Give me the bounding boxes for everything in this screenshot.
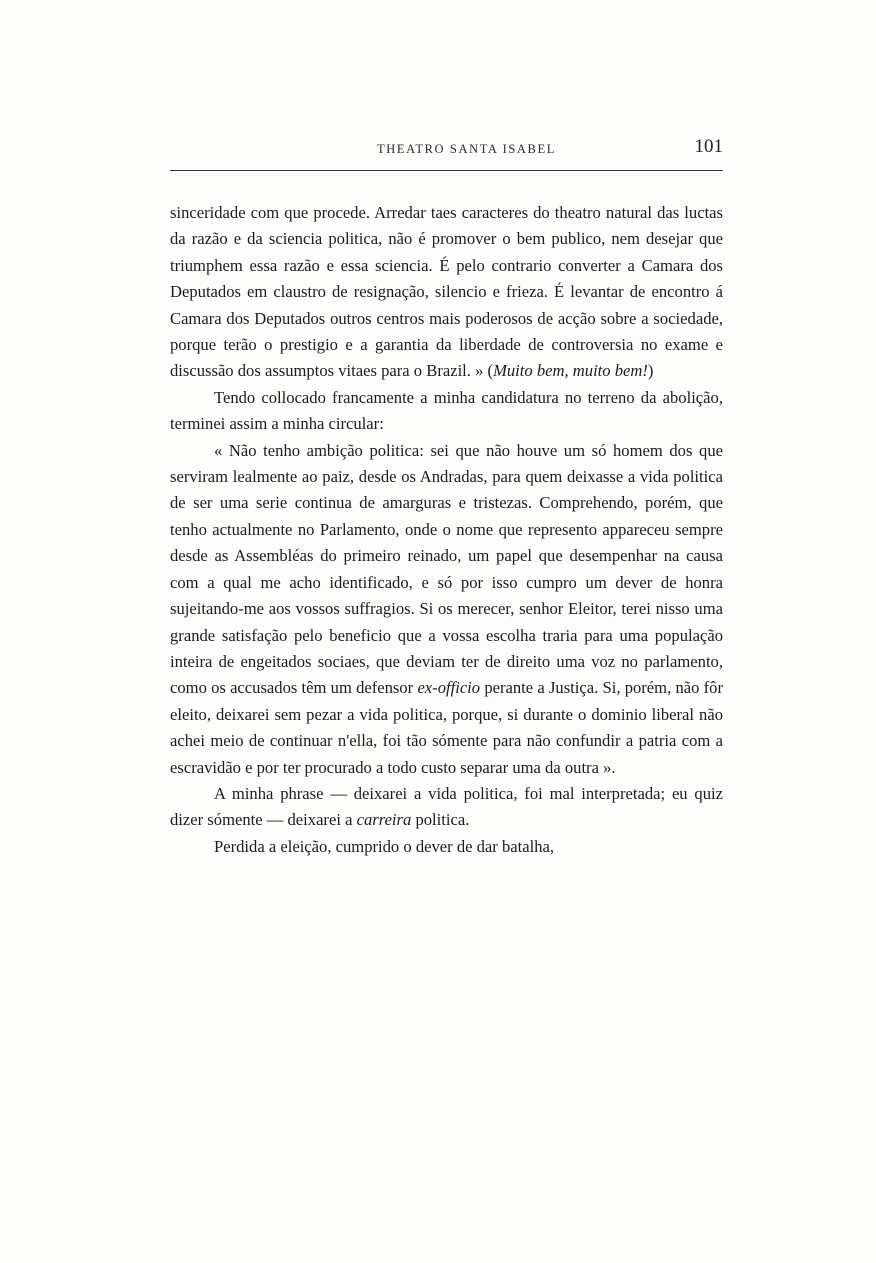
text-run: Perdida a eleição, cumprido o dever de dar batalha, — [214, 836, 555, 856]
italic-run: Muito bem, muito bem! — [493, 361, 648, 381]
italic-run: ex-officio — [417, 678, 481, 698]
running-title: THEATRO SANTA ISABEL — [377, 142, 556, 156]
italic-run: carreira — [356, 810, 412, 830]
text-run: A minha phrase — deixarei a vida politica, foi mal interpretada; eu quiz dizer sómente — deixarei a — [170, 783, 723, 830]
paragraph — [170, 200, 723, 385]
page-number: 101 — [694, 136, 723, 157]
text-run: politica. — [411, 810, 470, 830]
page-header — [170, 136, 723, 168]
paragraph — [170, 438, 723, 781]
body-text — [170, 200, 723, 860]
text-run: ) — [647, 361, 654, 381]
text-run: sinceridade com que procede. Arredar taes caracteres do theatro natural das luctas da razão e da sciencia politica, não é promover o bem publico, nem desejar que triumphem essa razão e essa sciencia. É pelo contrario converter a Camara dos Deputados em claustro de resignação, silencio e frieza. É levantar de encontro á Camara dos Deputados outros centros mais poderosos de acção sobre a sociedade, porque terão o prestigio e a garantia da liberdade de controversia no exame e discussão dos assumptos vitaes para o Brazil. » ( — [170, 203, 723, 381]
text-run: Tendo collocado francamente a minha candidatura no terreno da abolição, terminei assim a minha circular: — [170, 387, 723, 434]
text-run: « Não tenho ambição politica: sei que não houve um só homem dos que serviram lealmente ao paiz, desde os Andradas, para quem deixasse a vida politica de ser uma serie continua de amarguras e tristezas. Comprehendo, porém, que tenho actualmente no Parlamento, onde o nome que represento appareceu sempre desde as Assembléas do primeiro reinado, um papel que desempenhar na causa com a qual me acho identificado, e só por isso cumpro um dever de honra sujeitando-me aos vossos suffragios. Si os merecer, senhor Eleitor, terei nisso uma grande satisfação pelo beneficio que a vossa escolha traria para uma população inteira de engeitados sociaes, que deviam ter de direito uma voz no parlamento, como os accusados têm um defensor — [170, 440, 723, 698]
header-rule — [170, 170, 723, 171]
paragraph — [170, 385, 723, 438]
paragraph — [170, 781, 723, 834]
text-run: perante a Justiça. Si, porém, não fôr eleito, deixarei sem pezar a vida politica, porque, si durante o dominio liberal não achei meio de continuar n'ella, foi tão sómente para não confundir a patria com a escravidão e por ter procurado a todo custo separar uma da outra ». — [170, 678, 723, 777]
paragraph — [170, 834, 723, 860]
